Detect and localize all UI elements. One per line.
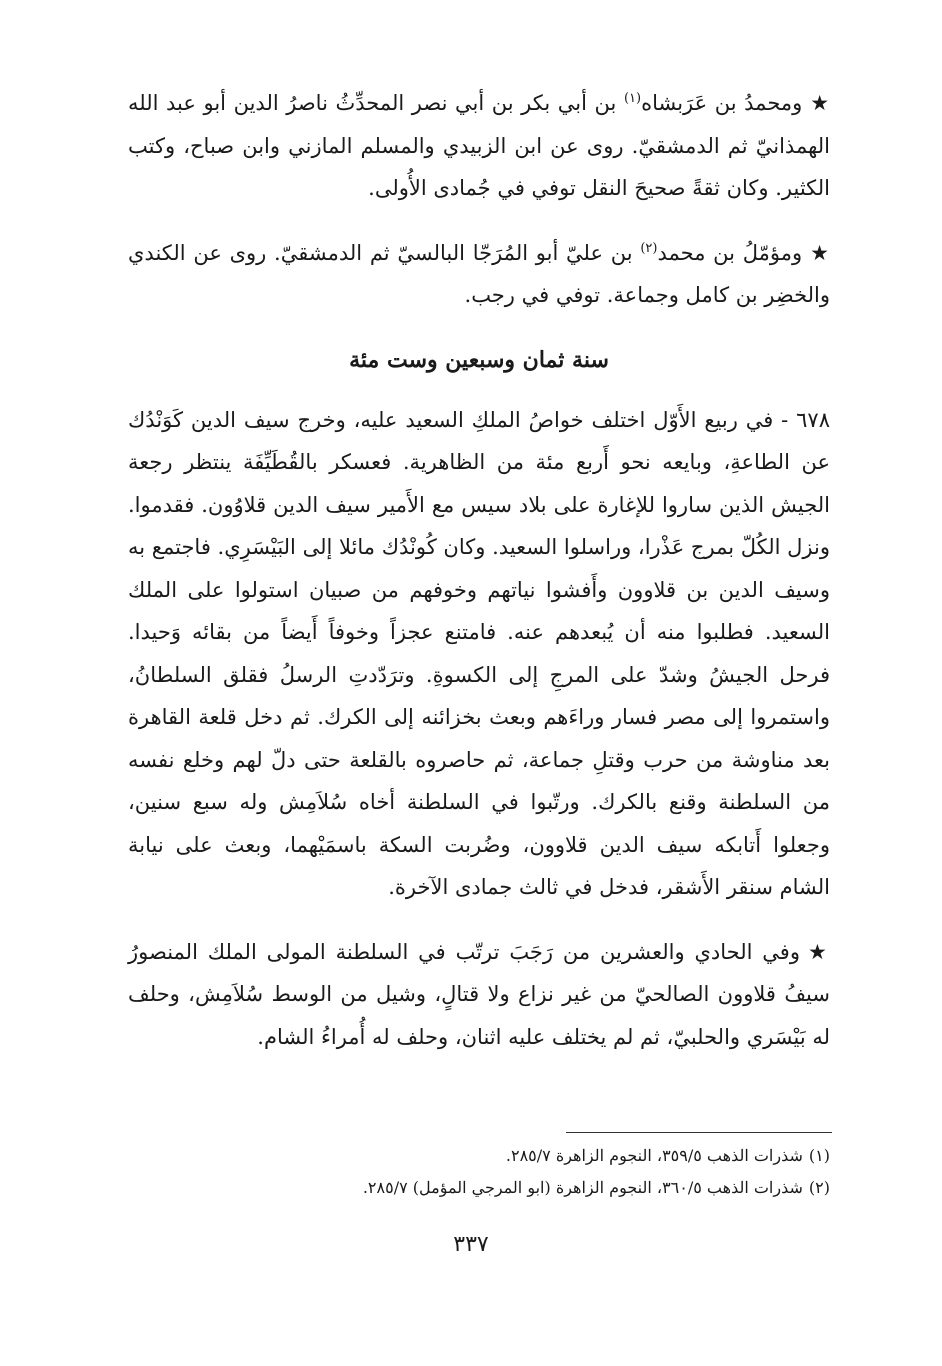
entry-text-rest: بن عليّ أبو المُرَجّا البالسيّ ثم الدمشقيّ. روى عن الكندي والخضِر بن كامل وجماعة. توفي في رجب. [128,240,830,307]
page-body [128,82,830,1080]
entry-text-start: ومؤمّلُ بن محمد [657,240,803,265]
footnote-number: (٢) [808,1178,830,1197]
biography-entry-1 [128,82,830,210]
footnote-number: (١) [808,1146,830,1165]
section-heading: سنة ثمان وسبعين وست مئة [349,346,609,373]
star-icon: ★ [810,240,831,265]
footnote-2 [128,1172,830,1204]
biography-entry-2 [128,232,830,317]
footnote-text: شذرات الذهب ٣٦٠/٥، النجوم الزاهرة (ابو المرجي المؤمل) ٢٨٥/٧. [362,1178,803,1197]
main-paragraph: ٦٧٨ - في ربيع الأَوّل اختلف خواصُ الملكِ السعيد عليه، وخرج سيف الدين كَوَنْدُك عن الطاعةِ، وبايعه نحو أَربع مئة من الظاهرية. فعسكر بالقُطَيِّفَة ينتظر رجعة الجيش الذين ساروا للإغارة على بلاد سيس مع الأَمير سيف الدين قلاوُون. فقدموا. ونزل الكُلّ بمرج عَذْرا، وراسلوا السعيد. وكان كُونْدُك مائلا إلى البَيْسَرِي. فاجتمع به وسيف الدين بن قلاوون وأَفشوا نياتهم وخوفهم من صبيان استولوا على الملك السعيد. فطلبوا منه أن يُبعدهم عنه. فامتنع عجزاً وخوفاً أَيضاً من بقائه وَحيدا. فرحل الجيشُ وشدّ على المرجِ إلى الكسوةِ. وترَدّدتِ الرسلُ فقلق السلطانُ، واستمروا إلى مصر فسار وراءَهم وبعث بخزائنه إلى الكرك. ثم دخل قلعة القاهرة بعد مناوشة من حرب وقتلِ جماعة، ثم حاصروه بالقلعة حتى دلّ لهم وخلع نفسه من السلطنة وقنع بالكرك. ورتّبوا في السلطنة أخاه سُلاَمِش وله سبع سنين، وجعلوا أَتابكه سيف الدين قلاوون، وضُربت السكة باسمَيْهما، وبعث على نيابة الشام سنقر الأَشقر، فدخل في ثالث جمادى الآخرة. [128,407,830,899]
final-entry-text: وفي الحادي والعشرين من رَجَبَ ترتّب في السلطنة المولى الملك المنصورُ سيفُ قلاوون الصالحيّ من غير نزاع ولا قتالٍ، وشيل من الوسط سُلاَمِش، وحلف له بَيْسَري والحلبيّ، ثم لم يختلف عليه اثنان، وحلف له أُمراءُ الشام. [128,939,830,1049]
page-number: ٣٣٧ [453,1232,489,1257]
footnote-divider [566,1132,832,1133]
footnote-reference: (٢) [640,240,658,256]
footnote-1 [128,1140,830,1172]
entry-text-rest: بن أبي بكر بن أبي نصر المحدِّثُ ناصرُ الدين أبو عبد الله الهمذانيّ ثم الدمشقيّ. روى عن ابن الزبيدي والمسلم المازني وابن صباح، وكتب الكثير. وكان ثقةً صحيحَ النقل توفي في جُمادى الأُولى. [128,91,830,200]
star-icon: ★ [810,91,830,115]
final-entry [128,931,830,1059]
footnote-text: شذرات الذهب ٣٥٩/٥، النجوم الزاهرة ٢٨٥/٧. [505,1146,803,1165]
entry-text-start: ومحمدُ بن عَرَبشاه [641,91,803,115]
star-icon: ★ [808,939,830,964]
footnote-reference: (١) [623,91,642,106]
footnotes [128,1140,830,1204]
